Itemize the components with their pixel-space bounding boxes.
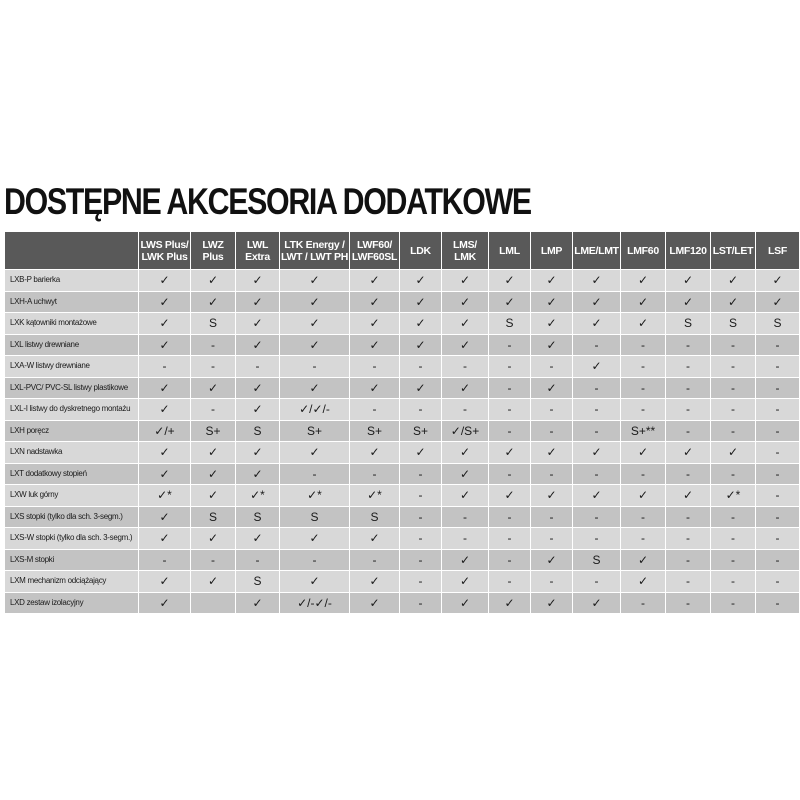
availability-cell: ✓ (139, 291, 191, 313)
availability-cell: ✓ (573, 356, 621, 378)
availability-cell: - (489, 377, 531, 399)
availability-cell: - (280, 463, 350, 485)
availability-cell: ✓ (236, 291, 280, 313)
table-row (5, 377, 800, 399)
availability-cell: - (621, 463, 666, 485)
availability-cell: - (756, 506, 800, 528)
availability-cell: - (621, 334, 666, 356)
availability-cell: - (489, 334, 531, 356)
availability-cell: ✓/-✓/- (280, 592, 350, 614)
availability-cell: ✓ (400, 442, 442, 464)
availability-cell: - (666, 506, 711, 528)
availability-cell: ✓ (531, 291, 573, 313)
availability-cell: ✓ (573, 592, 621, 614)
availability-cell: - (442, 399, 489, 421)
table-row (5, 399, 800, 421)
availability-cell: - (711, 420, 756, 442)
availability-cell: ✓ (280, 377, 350, 399)
availability-cell: - (139, 356, 191, 378)
availability-cell: - (756, 528, 800, 550)
availability-cell: - (621, 399, 666, 421)
row-label: LXW luk górny (5, 485, 139, 507)
column-header (711, 232, 756, 270)
availability-cell: - (489, 571, 531, 593)
availability-cell: - (711, 377, 756, 399)
availability-cell: - (400, 528, 442, 550)
table-row (5, 420, 800, 442)
availability-cell: ✓ (139, 270, 191, 292)
availability-cell: - (400, 592, 442, 614)
availability-cell: ✓ (280, 291, 350, 313)
availability-cell: ✓* (280, 485, 350, 507)
availability-cell: ✓ (191, 463, 236, 485)
availability-cell: - (573, 571, 621, 593)
availability-cell: - (489, 420, 531, 442)
column-header-line: LMK (454, 250, 476, 263)
availability-cell: ✓ (350, 334, 400, 356)
availability-cell: - (191, 356, 236, 378)
availability-cell: ✓ (442, 485, 489, 507)
availability-cell: ✓/✓/- (280, 399, 350, 421)
availability-cell: - (400, 463, 442, 485)
availability-cell: - (531, 463, 573, 485)
availability-cell: S (191, 313, 236, 335)
availability-cell: ✓ (350, 291, 400, 313)
column-header (191, 232, 236, 270)
availability-cell: - (621, 377, 666, 399)
page-title: DOSTĘPNE AKCESORIA DODATKOWE (4, 181, 531, 222)
availability-cell: S+ (191, 420, 236, 442)
column-header (489, 232, 531, 270)
column-header (280, 232, 350, 270)
availability-cell: ✓ (236, 334, 280, 356)
availability-cell: - (489, 549, 531, 571)
availability-cell: S (236, 571, 280, 593)
availability-cell: - (442, 506, 489, 528)
availability-cell: - (236, 356, 280, 378)
availability-cell: - (191, 549, 236, 571)
table-row (5, 334, 800, 356)
column-header (531, 232, 573, 270)
availability-cell: ✓ (350, 270, 400, 292)
availability-cell (191, 592, 236, 614)
availability-cell: ✓ (711, 291, 756, 313)
table-row (5, 463, 800, 485)
availability-cell: ✓ (350, 377, 400, 399)
table-row (5, 291, 800, 313)
table-row (5, 549, 800, 571)
availability-cell: - (139, 549, 191, 571)
availability-cell: - (531, 506, 573, 528)
availability-cell: ✓ (531, 313, 573, 335)
availability-cell: - (400, 356, 442, 378)
availability-cell: - (756, 592, 800, 614)
availability-cell: - (400, 571, 442, 593)
availability-cell: - (666, 592, 711, 614)
availability-cell: S (666, 313, 711, 335)
availability-cell: ✓ (350, 571, 400, 593)
availability-cell: - (191, 334, 236, 356)
availability-cell: ✓ (280, 442, 350, 464)
availability-cell: ✓ (280, 571, 350, 593)
availability-cell: - (756, 334, 800, 356)
availability-cell: ✓ (531, 377, 573, 399)
availability-cell: ✓ (139, 506, 191, 528)
availability-cell: ✓ (442, 377, 489, 399)
availability-cell: ✓ (442, 592, 489, 614)
availability-cell: - (711, 592, 756, 614)
availability-cell: - (489, 356, 531, 378)
availability-cell: ✓ (531, 485, 573, 507)
column-header-line: LWZ Plus (202, 238, 224, 263)
availability-cell: - (442, 356, 489, 378)
availability-cell: S (191, 506, 236, 528)
availability-cell: ✓ (489, 442, 531, 464)
row-label: LXS-W stopki (tylko dla sch. 3-segm.) (5, 528, 139, 550)
availability-cell: ✓ (573, 313, 621, 335)
availability-cell: - (666, 463, 711, 485)
availability-cell: - (350, 399, 400, 421)
availability-cell: ✓ (236, 463, 280, 485)
table-body (5, 270, 800, 614)
availability-cell: ✓ (139, 592, 191, 614)
availability-cell: ✓ (531, 334, 573, 356)
column-header (400, 232, 442, 270)
availability-cell: ✓ (621, 485, 666, 507)
row-label: LXT dodatkowy stopień (5, 463, 139, 485)
availability-cell: ✓* (350, 485, 400, 507)
availability-cell: ✓ (442, 313, 489, 335)
row-label: LXM mechanizm odciążający (5, 571, 139, 593)
availability-cell: ✓ (756, 291, 800, 313)
availability-cell: ✓ (531, 442, 573, 464)
availability-cell: ✓ (139, 377, 191, 399)
availability-cell: ✓ (442, 291, 489, 313)
availability-cell: - (489, 463, 531, 485)
row-label: LXH poręcz (5, 420, 139, 442)
availability-cell: ✓ (711, 442, 756, 464)
column-header-line: LDK (410, 244, 431, 257)
availability-cell: S+ (280, 420, 350, 442)
availability-cell: - (573, 377, 621, 399)
availability-cell: ✓ (139, 442, 191, 464)
availability-cell: ✓ (666, 442, 711, 464)
availability-cell: - (666, 356, 711, 378)
column-header-line: LTK Energy / (284, 238, 345, 251)
row-label: LXS-M stopki (5, 549, 139, 571)
column-header-line: LMS/ (453, 238, 477, 251)
column-header (236, 232, 280, 270)
availability-cell: ✓ (489, 291, 531, 313)
availability-cell: - (400, 506, 442, 528)
availability-cell: ✓ (350, 528, 400, 550)
availability-cell: - (531, 356, 573, 378)
availability-cell: - (666, 399, 711, 421)
availability-cell: - (280, 356, 350, 378)
availability-cell: S (280, 506, 350, 528)
column-header-line: LME/LMT (574, 244, 619, 257)
availability-cell: - (573, 506, 621, 528)
column-header-line: LMF60 (627, 244, 659, 257)
availability-cell: ✓ (531, 549, 573, 571)
availability-cell: ✓ (400, 270, 442, 292)
availability-cell: ✓ (139, 399, 191, 421)
availability-cell: ✓ (489, 592, 531, 614)
availability-cell: - (711, 356, 756, 378)
availability-cell: - (711, 549, 756, 571)
availability-cell: - (350, 463, 400, 485)
availability-cell: ✓ (280, 270, 350, 292)
availability-cell: - (711, 528, 756, 550)
availability-cell: ✓ (442, 571, 489, 593)
table-row (5, 506, 800, 528)
availability-cell: ✓ (191, 442, 236, 464)
availability-cell: - (350, 356, 400, 378)
row-label: LXL-PVC/ PVC-SL listwy plastikowe (5, 377, 139, 399)
availability-cell: ✓ (191, 485, 236, 507)
availability-cell: ✓/S+ (442, 420, 489, 442)
availability-cell: - (350, 549, 400, 571)
column-header-line: LWK Plus (141, 250, 188, 263)
availability-cell: ✓/+ (139, 420, 191, 442)
availability-cell: ✓ (442, 270, 489, 292)
column-header-line: LST/LET (712, 244, 754, 257)
availability-cell: - (489, 399, 531, 421)
availability-cell: ✓ (191, 270, 236, 292)
availability-cell: - (531, 571, 573, 593)
availability-cell: - (621, 356, 666, 378)
availability-cell: ✓ (531, 270, 573, 292)
row-label: LXB-P barierka (5, 270, 139, 292)
availability-cell: ✓ (139, 528, 191, 550)
column-header (139, 232, 191, 270)
availability-cell: ✓ (280, 313, 350, 335)
row-label: LXN nadstawka (5, 442, 139, 464)
table-row (5, 485, 800, 507)
availability-cell: S (573, 549, 621, 571)
availability-cell: - (621, 506, 666, 528)
availability-cell: ✓ (621, 270, 666, 292)
table-row (5, 442, 800, 464)
accessories-table (4, 231, 800, 614)
availability-cell: ✓* (236, 485, 280, 507)
availability-cell: ✓ (191, 571, 236, 593)
table-row (5, 571, 800, 593)
availability-cell: ✓ (442, 334, 489, 356)
column-header (573, 232, 621, 270)
availability-cell: ✓ (666, 485, 711, 507)
availability-cell: - (191, 399, 236, 421)
availability-cell: ✓ (756, 270, 800, 292)
availability-cell: ✓ (573, 442, 621, 464)
column-header-line: LMP (540, 244, 563, 257)
availability-cell: - (711, 571, 756, 593)
availability-cell: - (400, 485, 442, 507)
availability-cell: - (711, 506, 756, 528)
table-row (5, 270, 800, 292)
availability-cell: - (236, 549, 280, 571)
availability-cell: - (573, 463, 621, 485)
availability-cell: - (531, 420, 573, 442)
availability-cell: - (573, 334, 621, 356)
availability-cell: - (573, 528, 621, 550)
availability-cell: - (666, 549, 711, 571)
availability-cell: ✓ (350, 592, 400, 614)
availability-cell: - (666, 528, 711, 550)
availability-cell: S (350, 506, 400, 528)
column-header (666, 232, 711, 270)
availability-cell: - (280, 549, 350, 571)
table-row (5, 356, 800, 378)
row-label: LXK kątowniki montażowe (5, 313, 139, 335)
availability-cell: ✓ (400, 377, 442, 399)
availability-cell: ✓ (139, 463, 191, 485)
availability-cell: ✓ (621, 442, 666, 464)
availability-cell: S (756, 313, 800, 335)
availability-cell: - (756, 485, 800, 507)
availability-cell: S+ (350, 420, 400, 442)
availability-cell: - (711, 334, 756, 356)
availability-cell: - (756, 377, 800, 399)
availability-cell: ✓ (350, 442, 400, 464)
availability-cell: ✓ (489, 485, 531, 507)
availability-cell: ✓ (711, 270, 756, 292)
row-label: LXA-W listwy drewniane (5, 356, 139, 378)
availability-cell: ✓ (139, 313, 191, 335)
availability-cell: ✓ (400, 313, 442, 335)
availability-cell: ✓ (236, 377, 280, 399)
column-header (442, 232, 489, 270)
column-header-line: LSF (768, 244, 787, 257)
column-header (350, 232, 400, 270)
availability-cell: ✓ (236, 270, 280, 292)
row-label: LXL-I listwy do dyskretnego montażu (5, 399, 139, 421)
availability-cell: - (442, 528, 489, 550)
table-row (5, 313, 800, 335)
availability-cell: ✓ (573, 270, 621, 292)
availability-cell: ✓ (236, 442, 280, 464)
availability-cell: S (236, 420, 280, 442)
table-row (5, 528, 800, 550)
availability-cell: ✓ (400, 334, 442, 356)
availability-cell: - (756, 442, 800, 464)
availability-cell: ✓ (573, 291, 621, 313)
availability-cell: - (489, 506, 531, 528)
table-row (5, 592, 800, 614)
availability-cell: ✓* (711, 485, 756, 507)
column-header-line: Extra (245, 250, 270, 263)
column-header-line: LML (499, 244, 520, 257)
availability-cell: ✓ (621, 571, 666, 593)
row-label: LXH-A uchwyt (5, 291, 139, 313)
availability-cell: ✓ (236, 528, 280, 550)
availability-cell: ✓ (573, 485, 621, 507)
availability-cell: S+** (621, 420, 666, 442)
availability-cell: - (666, 377, 711, 399)
column-header-line: LWF60SL (351, 250, 398, 263)
availability-cell: - (666, 571, 711, 593)
availability-cell: ✓ (236, 399, 280, 421)
column-header-line: LWL (246, 238, 269, 251)
availability-cell: ✓ (489, 270, 531, 292)
column-header-line: LWF60/ (357, 238, 392, 251)
availability-cell: ✓ (191, 528, 236, 550)
availability-cell: - (666, 334, 711, 356)
availability-cell: - (621, 528, 666, 550)
availability-cell: ✓ (531, 592, 573, 614)
availability-cell: ✓ (666, 270, 711, 292)
column-header (621, 232, 666, 270)
availability-cell: - (400, 549, 442, 571)
row-label: LXS stopki (tylko dla sch. 3-segm.) (5, 506, 139, 528)
row-label: LXD zestaw izolacyjny (5, 592, 139, 614)
availability-cell: - (573, 399, 621, 421)
availability-cell: ✓ (350, 313, 400, 335)
availability-cell: - (756, 356, 800, 378)
availability-cell: ✓ (666, 291, 711, 313)
availability-cell: ✓ (191, 377, 236, 399)
availability-cell: ✓ (442, 549, 489, 571)
header-row (5, 232, 800, 270)
column-header-line: LWS Plus/ (140, 238, 189, 251)
availability-cell: ✓ (442, 442, 489, 464)
availability-cell: ✓ (442, 463, 489, 485)
availability-cell: S (236, 506, 280, 528)
header-corner (5, 232, 139, 270)
availability-cell: - (711, 463, 756, 485)
availability-cell: ✓ (139, 334, 191, 356)
availability-cell: - (756, 571, 800, 593)
availability-cell: - (573, 420, 621, 442)
row-label: LXL listwy drewniane (5, 334, 139, 356)
availability-cell: S (711, 313, 756, 335)
availability-cell: ✓ (280, 334, 350, 356)
availability-cell: - (489, 528, 531, 550)
availability-cell: ✓ (400, 291, 442, 313)
column-header (756, 232, 800, 270)
availability-cell: - (621, 592, 666, 614)
availability-cell: S (489, 313, 531, 335)
availability-cell: S+ (400, 420, 442, 442)
availability-cell: - (531, 528, 573, 550)
availability-cell: - (666, 420, 711, 442)
availability-cell: ✓ (621, 313, 666, 335)
availability-cell: - (756, 420, 800, 442)
availability-cell: ✓ (236, 313, 280, 335)
availability-cell: ✓ (621, 549, 666, 571)
availability-cell: - (756, 463, 800, 485)
availability-cell: - (400, 399, 442, 421)
availability-cell: ✓* (139, 485, 191, 507)
availability-cell: ✓ (191, 291, 236, 313)
availability-cell: - (756, 399, 800, 421)
availability-cell: - (711, 399, 756, 421)
availability-cell: - (756, 549, 800, 571)
availability-cell: - (531, 399, 573, 421)
availability-cell: ✓ (621, 291, 666, 313)
availability-cell: ✓ (280, 528, 350, 550)
availability-cell: ✓ (236, 592, 280, 614)
column-header-line: LWT / LWT PH (281, 250, 348, 263)
column-header-line: LMF120 (669, 244, 707, 257)
availability-cell: ✓ (139, 571, 191, 593)
